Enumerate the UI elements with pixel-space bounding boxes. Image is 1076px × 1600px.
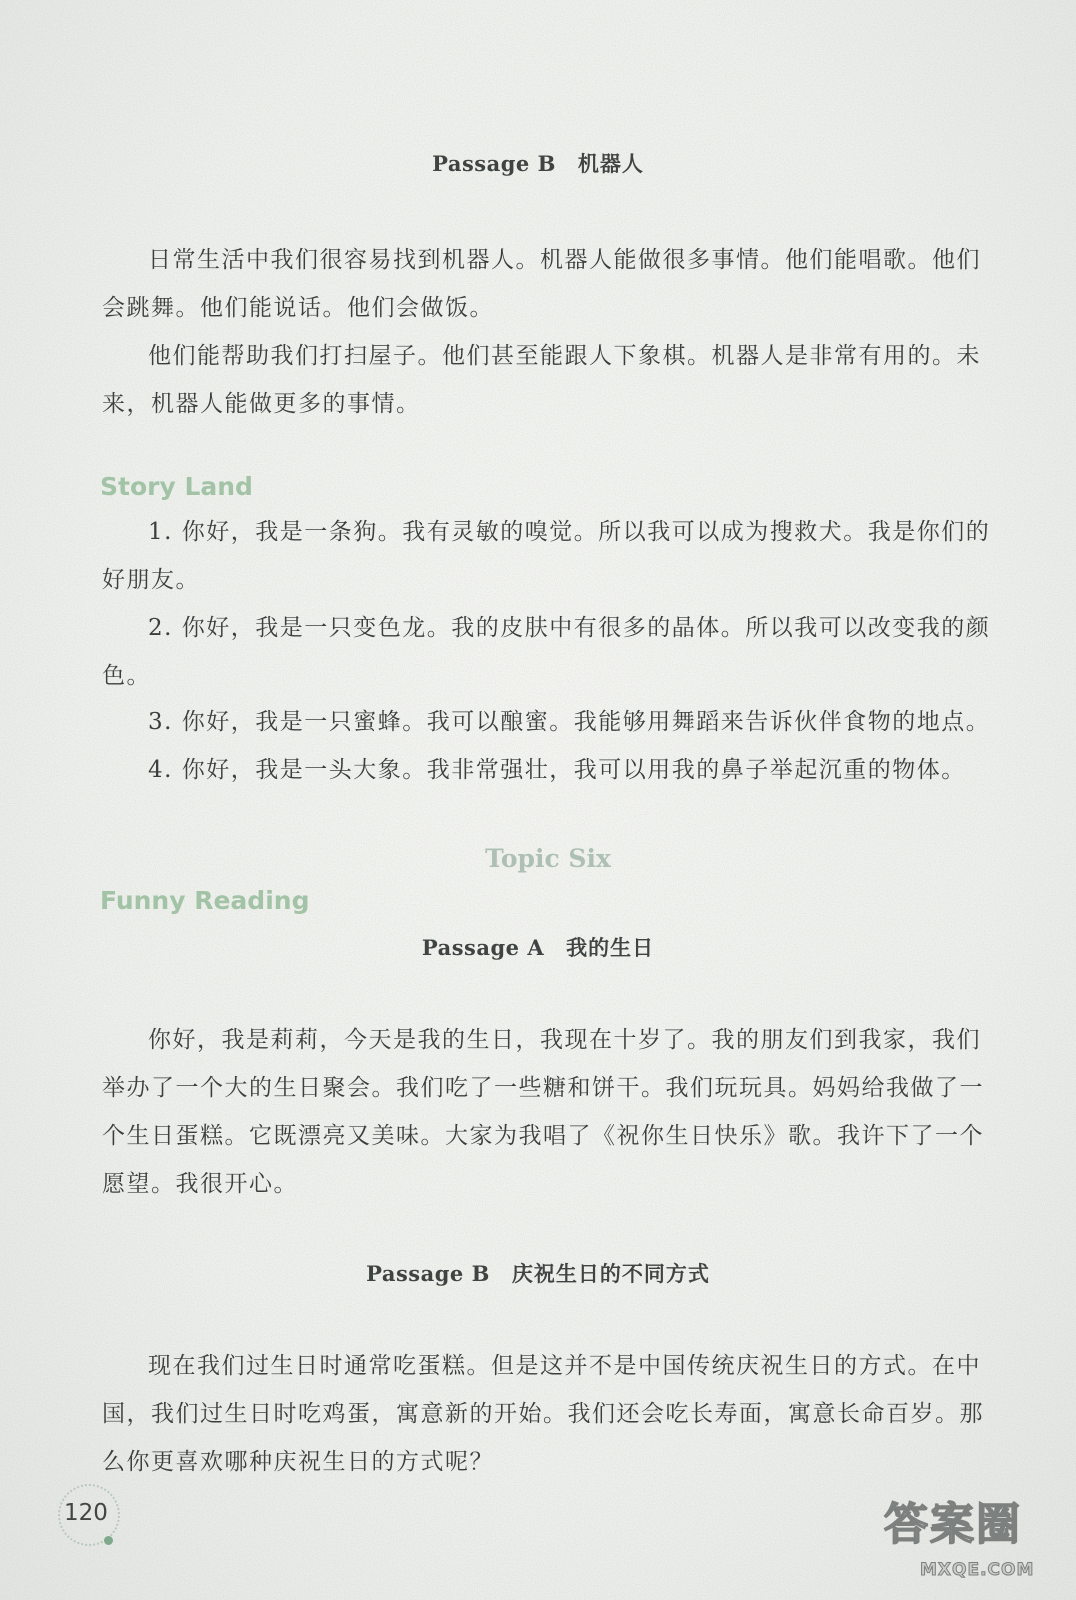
topic-six-title: Topic Six <box>485 844 611 873</box>
passage-b-robot-title <box>0 148 1076 178</box>
page-number-dot <box>104 1536 113 1545</box>
passage-label: Passage B <box>432 151 556 176</box>
passage-title: 我的生日 <box>566 935 655 960</box>
watermark-url: MXQE.COM <box>920 1560 1035 1580</box>
page-number-badge <box>58 1484 120 1546</box>
passage-title: 机器人 <box>577 151 644 176</box>
passage-label: Passage A <box>421 935 545 960</box>
story-item-2: 2. 你好，我是一只变色龙。我的皮肤中有很多的晶体。所以我可以改变我的颜色。 <box>102 615 991 689</box>
birthday-ways-paragraph: 现在我们过生日时通常吃蛋糕。但是这并不是中国传统庆祝生日的方式。在中国，我们过生日时吃鸡蛋，寓意新的开始。我们还会吃长寿面，寓意长命百岁。那么你更喜欢哪种庆祝生日的方式呢？ <box>102 1353 984 1475</box>
robot-paragraph-2: 他们能帮助我们打扫屋子。他们甚至能跟人下象棋。机器人是非常有用的。未来，机器人能做更多的事情。 <box>102 343 981 417</box>
page-number: 120 <box>64 1500 108 1526</box>
story-item-1: 1. 你好，我是一条狗。我有灵敏的嗅觉。所以我可以成为搜救犬。我是你们的好朋友。 <box>102 519 991 593</box>
robot-paragraph-1: 日常生活中我们很容易找到机器人。机器人能做很多事情。他们能唱歌。他们会跳舞。他们能说话。他们会做饭。 <box>102 247 981 321</box>
birthday-paragraph: 你好，我是莉莉，今天是我的生日，我现在十岁了。我的朋友们到我家，我们举办了一个大的生日聚会。我们吃了一些糖和饼干。我们玩玩具。妈妈给我做了一个生日蛋糕。它既漂亮又美味。大家为我唱了《祝你生日快乐》歌。我许下了一个愿望。我很开心。 <box>102 1027 984 1197</box>
passage-a-birthday-title <box>0 932 1076 962</box>
passage-title: 庆祝生日的不同方式 <box>511 1261 710 1286</box>
funny-reading-heading: Funny Reading <box>100 886 310 915</box>
story-item-4: 4. 你好，我是一头大象。我非常强壮，我可以用我的鼻子举起沉重的物体。 <box>148 757 966 783</box>
story-land-heading: Story Land <box>100 472 253 501</box>
watermark-glyphs: 答案圈 <box>884 1499 1022 1550</box>
story-item-3: 3. 你好，我是一只蜜蜂。我可以酿蜜。我能够用舞蹈来告诉伙伴食物的地点。 <box>148 709 991 735</box>
watermark-logo <box>884 1488 1064 1596</box>
passage-label: Passage B <box>366 1261 490 1286</box>
passage-b-birthday-title <box>0 1258 1076 1288</box>
